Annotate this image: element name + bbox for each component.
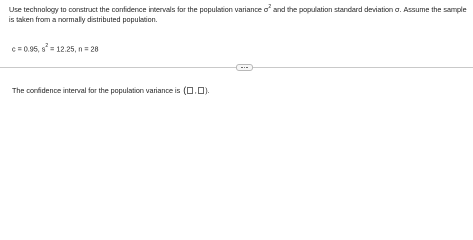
ellipsis-dot-icon	[241, 67, 243, 69]
open-paren: (	[183, 85, 187, 95]
s-exponent: 2	[45, 43, 49, 49]
answer-prompt: The confidence interval for the population variance is	[12, 85, 181, 95]
comma-separator: ,	[194, 85, 197, 95]
given-values	[12, 44, 99, 53]
problem-statement	[9, 5, 467, 25]
sigma-symbol: σ	[263, 5, 269, 14]
sigma-exponent: 2	[268, 3, 272, 10]
given-rest: = 12.25, n = 28	[48, 44, 99, 54]
problem-text-2: and the population standard deviation σ. Assume the sample is taken from a normally distributed population.	[9, 5, 467, 24]
close-paren: ).	[205, 85, 210, 95]
ellipsis-dot-icon	[244, 67, 246, 69]
lower-bound-input[interactable]	[187, 87, 193, 94]
answer-line	[12, 85, 210, 95]
more-options-button[interactable]	[236, 64, 253, 71]
given-c-s: c = 0.95, s	[12, 44, 46, 54]
upper-bound-input[interactable]	[198, 87, 204, 94]
ellipsis-dot-icon	[246, 67, 248, 69]
problem-text-1: Use technology to construct the confidence intervals for the population variance	[9, 5, 264, 14]
